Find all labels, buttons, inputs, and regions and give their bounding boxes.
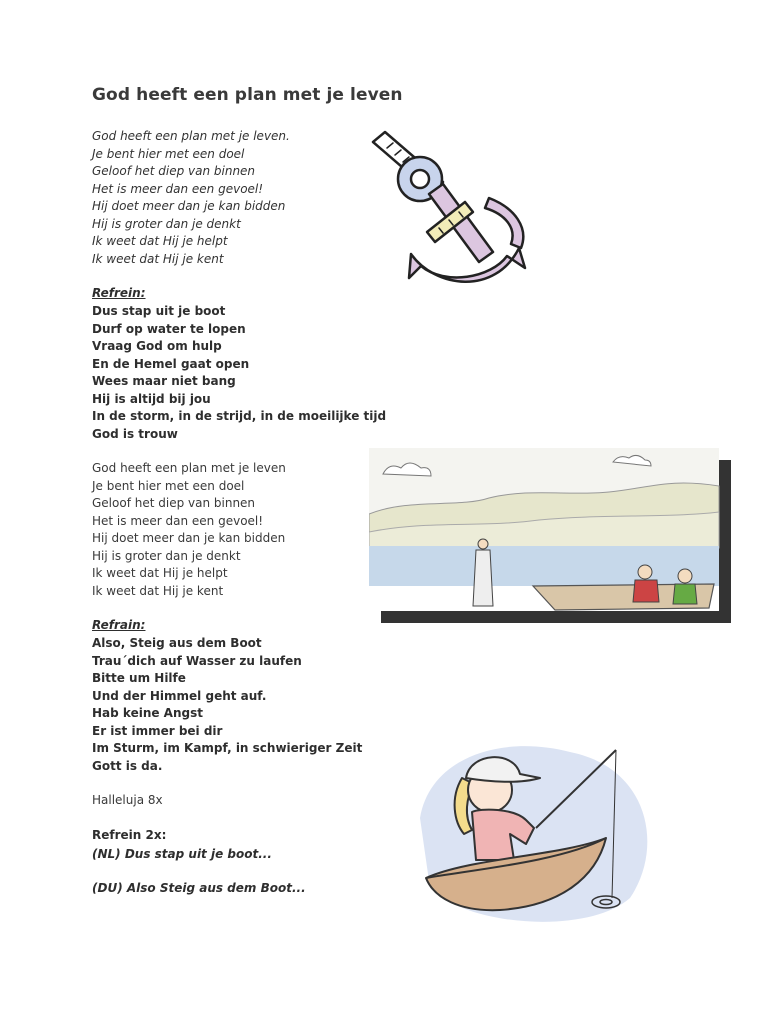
refrain-1-line: En de Hemel gaat open	[92, 356, 250, 371]
refrain-2-line: Also, Steig aus dem Boot	[92, 636, 262, 650]
verse-1-line: Ik weet dat Hij je kent	[92, 251, 224, 266]
refrain-1-line: Durf op water te lopen	[92, 321, 246, 336]
verse-1-line: Het is meer dan een gevoel!	[92, 181, 264, 196]
refrain-2-line: Hab keine Angst	[92, 706, 203, 720]
verse-2-line: God heeft een plan met je leven	[92, 461, 286, 475]
fishing-girl-image	[410, 738, 670, 928]
du-line: (DU) Also Steig aus dem Boot...	[92, 881, 306, 895]
refrain-2-line: Gott is da.	[92, 758, 163, 773]
refrain-1-line: Wees maar niet bang	[92, 374, 236, 388]
verse-1-line: Je bent hier met een doel	[92, 146, 245, 161]
verse-2-line: Ik weet dat Hij je kent	[92, 583, 224, 598]
verse-2-line: Hij is groter dan je denkt	[92, 548, 241, 563]
sea-scene-image	[369, 448, 731, 623]
page-title: God heeft een plan met je leven	[92, 85, 403, 105]
verse-2-line: Hij doet meer dan je kan bidden	[92, 531, 286, 545]
refrain-2	[92, 635, 362, 775]
verse-2-line: Geloof het diep van binnen	[92, 496, 256, 510]
refrain-1-line: Vraag God om hulp	[92, 339, 222, 353]
verse-2	[92, 460, 286, 600]
verse-2-line: Je bent hier met een doel	[92, 478, 245, 493]
verse-2-line: Het is meer dan een gevoel!	[92, 513, 264, 528]
refrain-2-heading: Refrain:	[92, 618, 146, 632]
nl-line: (NL) Dus stap uit je boot...	[92, 847, 272, 861]
refrain-2-line: Und der Himmel geht auf.	[92, 688, 267, 703]
refrain-1-line: Hij is altijd bij jou	[92, 391, 211, 406]
refrain-2-line: Trau´dich auf Wasser zu laufen	[92, 653, 302, 668]
verse-1-line: Geloof het diep van binnen	[92, 164, 256, 178]
verse-1-line: Hij doet meer dan je kan bidden	[92, 199, 286, 213]
verse-1-line: Hij is groter dan je denkt	[92, 216, 241, 231]
refrain-1-heading: Refrein:	[92, 286, 146, 300]
verse-1-line: God heeft een plan met je leven.	[92, 129, 290, 143]
refrein-2x-line: Refrein 2x:	[92, 828, 167, 842]
verse-1	[92, 128, 290, 268]
refrain-1	[92, 303, 386, 443]
anchor-icon	[365, 128, 535, 298]
verse-2-line: Ik weet dat Hij je helpt	[92, 566, 228, 580]
refrain-1-line: God is trouw	[92, 426, 178, 441]
refrain-2-line: Im Sturm, im Kampf, in schwieriger Zeit	[92, 741, 363, 755]
refrain-1-line: Dus stap uit je boot	[92, 304, 226, 318]
refrain-2-line: Er ist immer bei dir	[92, 723, 223, 738]
halleluja-line: Halleluja 8x	[92, 793, 163, 807]
refrain-2-line: Bitte um Hilfe	[92, 671, 186, 685]
verse-1-line: Ik weet dat Hij je helpt	[92, 234, 228, 248]
refrain-1-line: In de storm, in de strijd, in de moeilijke tijd	[92, 409, 387, 423]
